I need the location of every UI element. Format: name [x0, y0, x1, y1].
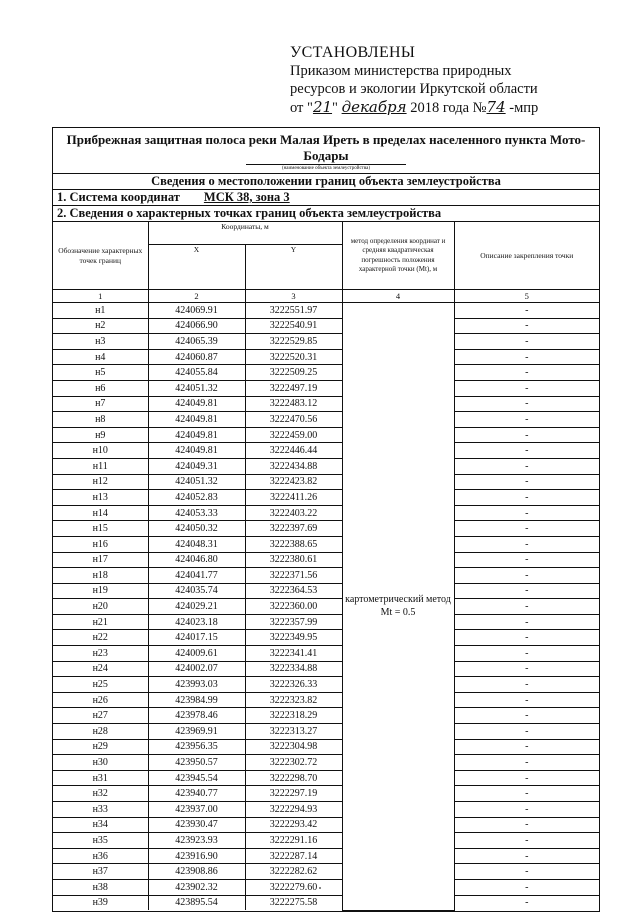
table-row — [53, 412, 599, 428]
coord-y: 3222423.82 — [245, 474, 342, 490]
approval-title: УСТАНОВЛЕНЫ — [290, 44, 416, 61]
point-id: н38 — [53, 879, 148, 895]
coord-x: 423940.77 — [148, 786, 245, 802]
coord-x: 424009.61 — [148, 646, 245, 662]
coord-x: 424049.81 — [148, 396, 245, 412]
point-id: н21 — [53, 614, 148, 630]
point-description: - — [454, 427, 599, 443]
point-id: н10 — [53, 443, 148, 459]
point-id: н4 — [53, 349, 148, 365]
coord-y: 3222509.25 — [245, 365, 342, 381]
table-row — [53, 692, 599, 708]
point-description: - — [454, 895, 599, 910]
coord-x: 424065.39 — [148, 334, 245, 350]
coord-x: 423902.32 — [148, 879, 245, 895]
page-mark — [319, 887, 321, 889]
point-id: н8 — [53, 412, 148, 428]
approval-day: 21 — [312, 98, 333, 116]
document-sheet — [52, 127, 600, 912]
points-table — [53, 221, 599, 911]
point-id: н9 — [53, 427, 148, 443]
point-id: н11 — [53, 458, 148, 474]
point-id: н22 — [53, 630, 148, 646]
coord-y: 3222388.65 — [245, 536, 342, 552]
coord-y: 3222470.56 — [245, 412, 342, 428]
point-id: н27 — [53, 708, 148, 724]
point-description: - — [454, 770, 599, 786]
table-row — [53, 552, 599, 568]
point-description: - — [454, 708, 599, 724]
coord-y: 3222364.53 — [245, 583, 342, 599]
table-row — [53, 802, 599, 818]
coord-x: 423895.54 — [148, 895, 245, 910]
point-id: н32 — [53, 786, 148, 802]
header-coords: Координаты, м — [148, 222, 342, 245]
table-row — [53, 443, 599, 459]
coord-y: 3222540.91 — [245, 318, 342, 334]
coord-y: 3222551.97 — [245, 303, 342, 319]
table-row — [53, 755, 599, 771]
coord-x: 424069.91 — [148, 303, 245, 319]
header-y: Y — [245, 245, 342, 290]
coord-x: 423945.54 — [148, 770, 245, 786]
table-row — [53, 380, 599, 396]
coord-x: 423937.00 — [148, 802, 245, 818]
table-row — [53, 599, 599, 615]
table-row — [53, 646, 599, 662]
table-row — [53, 614, 599, 630]
coord-x: 423993.03 — [148, 677, 245, 693]
table-row — [53, 661, 599, 677]
coord-x: 424052.83 — [148, 490, 245, 506]
coord-y: 3222293.42 — [245, 817, 342, 833]
coord-x: 423950.57 — [148, 755, 245, 771]
table-row — [53, 879, 599, 895]
table-row — [53, 770, 599, 786]
point-id: н17 — [53, 552, 148, 568]
method-value: картометрический метод Mt = 0.5 — [342, 303, 454, 911]
table-row — [53, 427, 599, 443]
coord-y: 3222380.61 — [245, 552, 342, 568]
table-row — [53, 724, 599, 740]
points-heading: 2. Сведения о характерных точках границ объекта землеустройства — [53, 205, 599, 221]
point-id: н18 — [53, 568, 148, 584]
point-id: н7 — [53, 396, 148, 412]
point-id: н31 — [53, 770, 148, 786]
point-description: - — [454, 630, 599, 646]
coord-x: 423916.90 — [148, 848, 245, 864]
header-point: Обозначение характерных точек границ — [53, 222, 148, 290]
point-description: - — [454, 568, 599, 584]
coord-x: 423930.47 — [148, 817, 245, 833]
table-row — [53, 568, 599, 584]
coord-x: 424049.81 — [148, 412, 245, 428]
document-title: Прибрежная защитная полоса реки Малая Ирeть в пределах населенного пункта Мото-Бодары — [66, 132, 586, 163]
approval-number: 74 — [486, 98, 506, 116]
coord-y: 3222459.00 — [245, 427, 342, 443]
point-id: н19 — [53, 583, 148, 599]
table-row — [53, 833, 599, 849]
point-description: - — [454, 614, 599, 630]
table-row — [53, 396, 599, 412]
approval-suffix: -мпр — [509, 100, 539, 116]
coord-y: 3222497.19 — [245, 380, 342, 396]
point-id: н1 — [53, 303, 148, 319]
point-description: - — [454, 443, 599, 459]
point-description: - — [454, 380, 599, 396]
point-id: н26 — [53, 692, 148, 708]
coord-y: 3222302.72 — [245, 755, 342, 771]
table-row — [53, 739, 599, 755]
point-description: - — [454, 536, 599, 552]
table-row — [53, 583, 599, 599]
coord-x: 423923.93 — [148, 833, 245, 849]
coord-x: 424050.32 — [148, 521, 245, 537]
approval-month: декабря — [341, 98, 407, 116]
approval-date-line — [290, 98, 630, 117]
system-label: 1. Система координат — [57, 190, 180, 204]
point-id: н5 — [53, 365, 148, 381]
col-number: 3 — [245, 290, 342, 303]
header-desc: Описание закрепления точки — [454, 222, 599, 290]
point-id: н6 — [53, 380, 148, 396]
point-description: - — [454, 817, 599, 833]
point-description: - — [454, 848, 599, 864]
coord-y: 3222371.56 — [245, 568, 342, 584]
coord-y: 3222287.14 — [245, 848, 342, 864]
coord-y: 3222397.69 — [245, 521, 342, 537]
point-id: н35 — [53, 833, 148, 849]
coord-x: 424049.81 — [148, 443, 245, 459]
table-row — [53, 334, 599, 350]
col-number: 5 — [454, 290, 599, 303]
point-description: - — [454, 396, 599, 412]
point-description: - — [454, 303, 599, 319]
coord-x: 423908.86 — [148, 864, 245, 880]
point-id: н36 — [53, 848, 148, 864]
point-id: н37 — [53, 864, 148, 880]
coord-x: 424066.90 — [148, 318, 245, 334]
table-row — [53, 318, 599, 334]
header-x: X — [148, 245, 245, 290]
point-description: - — [454, 521, 599, 537]
coord-x: 423978.46 — [148, 708, 245, 724]
coord-y: 3222313.27 — [245, 724, 342, 740]
point-description: - — [454, 864, 599, 880]
coord-x: 424041.77 — [148, 568, 245, 584]
coord-x: 424035.74 — [148, 583, 245, 599]
coord-y: 3222349.95 — [245, 630, 342, 646]
point-id: н20 — [53, 599, 148, 615]
coord-y: 3222334.88 — [245, 661, 342, 677]
coord-x: 424053.33 — [148, 505, 245, 521]
system-value: МСК 38, зона 3 — [203, 190, 290, 204]
coord-x: 423984.99 — [148, 692, 245, 708]
coord-x: 424046.80 — [148, 552, 245, 568]
point-description: - — [454, 458, 599, 474]
coord-x: 424051.32 — [148, 380, 245, 396]
point-id: н23 — [53, 646, 148, 662]
table-row — [53, 536, 599, 552]
point-id: н29 — [53, 739, 148, 755]
coord-y: 3222318.29 — [245, 708, 342, 724]
table-row — [53, 786, 599, 802]
col-number: 2 — [148, 290, 245, 303]
approval-year: 2018 года № — [410, 100, 487, 116]
coord-x: 424048.31 — [148, 536, 245, 552]
point-description: - — [454, 552, 599, 568]
coord-y: 3222298.70 — [245, 770, 342, 786]
point-description: - — [454, 692, 599, 708]
point-description: - — [454, 365, 599, 381]
document-title-note: (наименование объекта землеустройства) — [246, 164, 406, 173]
coord-y: 3222357.99 — [245, 614, 342, 630]
coord-y: 3222529.85 — [245, 334, 342, 350]
coord-x: 424060.87 — [148, 349, 245, 365]
coord-x: 424002.07 — [148, 661, 245, 677]
coord-y: 3222411.26 — [245, 490, 342, 506]
point-description: - — [454, 661, 599, 677]
table-row — [53, 349, 599, 365]
point-description: - — [454, 599, 599, 615]
point-description: - — [454, 833, 599, 849]
coord-y: 3222446.44 — [245, 443, 342, 459]
coordinate-system-row — [53, 189, 599, 205]
point-id: н14 — [53, 505, 148, 521]
point-description: - — [454, 724, 599, 740]
coord-x: 424051.32 — [148, 474, 245, 490]
table-row — [53, 303, 599, 319]
table-row — [53, 365, 599, 381]
coord-y: 3222297.19 — [245, 786, 342, 802]
coord-x: 423956.35 — [148, 739, 245, 755]
point-description: - — [454, 412, 599, 428]
point-id: н12 — [53, 474, 148, 490]
point-id: н16 — [53, 536, 148, 552]
approval-from: от " — [290, 100, 313, 116]
table-row — [53, 677, 599, 693]
coord-x: 424049.31 — [148, 458, 245, 474]
point-description: - — [454, 739, 599, 755]
table-row — [53, 521, 599, 537]
coord-y: 3222282.62 — [245, 864, 342, 880]
header-method: метод определения координат и средняя квадратическая погрешность положения характерной точки (Mt), м — [342, 222, 454, 290]
point-description: - — [454, 786, 599, 802]
point-description: - — [454, 646, 599, 662]
coord-y: 3222341.41 — [245, 646, 342, 662]
point-description: - — [454, 677, 599, 693]
section-heading: Сведения о местоположении границ объекта землеустройства — [53, 173, 599, 189]
point-description: - — [454, 474, 599, 490]
table-row — [53, 630, 599, 646]
point-description: - — [454, 802, 599, 818]
coord-x: 424055.84 — [148, 365, 245, 381]
point-id: н34 — [53, 817, 148, 833]
coord-x: 424049.81 — [148, 427, 245, 443]
point-description: - — [454, 879, 599, 895]
approval-stamp — [290, 44, 630, 117]
point-id: н33 — [53, 802, 148, 818]
coord-y: 3222275.58 — [245, 895, 342, 910]
coord-y: 3222326.33 — [245, 677, 342, 693]
table-row — [53, 864, 599, 880]
table-row — [53, 505, 599, 521]
point-id: н28 — [53, 724, 148, 740]
point-description: - — [454, 583, 599, 599]
coord-y: 3222360.00 — [245, 599, 342, 615]
point-description: - — [454, 505, 599, 521]
point-id: н13 — [53, 490, 148, 506]
table-row — [53, 474, 599, 490]
table-row — [53, 708, 599, 724]
point-id: н25 — [53, 677, 148, 693]
approval-line-1: Приказом министерства природных — [290, 63, 512, 79]
col-number: 1 — [53, 290, 148, 303]
point-description: - — [454, 349, 599, 365]
coord-y: 3222403.22 — [245, 505, 342, 521]
table-row — [53, 490, 599, 506]
table-row — [53, 848, 599, 864]
coord-y: 3222304.98 — [245, 739, 342, 755]
table-row — [53, 458, 599, 474]
coord-y: 3222279.60 — [245, 879, 342, 895]
coord-y: 3222434.88 — [245, 458, 342, 474]
coord-y: 3222483.12 — [245, 396, 342, 412]
point-id: н39 — [53, 895, 148, 910]
approval-close-quote: " — [332, 100, 338, 116]
points-table-body — [53, 303, 599, 911]
point-description: - — [454, 490, 599, 506]
approval-line-2: ресурсов и экологии Иркутской области — [290, 81, 538, 97]
coord-x: 424017.15 — [148, 630, 245, 646]
table-row — [53, 817, 599, 833]
point-id: н15 — [53, 521, 148, 537]
point-description: - — [454, 318, 599, 334]
point-description: - — [454, 755, 599, 771]
coord-x: 424023.18 — [148, 614, 245, 630]
coord-y: 3222323.82 — [245, 692, 342, 708]
coord-y: 3222294.93 — [245, 802, 342, 818]
coord-x: 423969.91 — [148, 724, 245, 740]
point-id: н24 — [53, 661, 148, 677]
coord-x: 424029.21 — [148, 599, 245, 615]
point-id: н3 — [53, 334, 148, 350]
point-id: н2 — [53, 318, 148, 334]
table-row — [53, 895, 599, 910]
point-id: н30 — [53, 755, 148, 771]
col-number: 4 — [342, 290, 454, 303]
coord-y: 3222291.16 — [245, 833, 342, 849]
point-description: - — [454, 334, 599, 350]
coord-y: 3222520.31 — [245, 349, 342, 365]
